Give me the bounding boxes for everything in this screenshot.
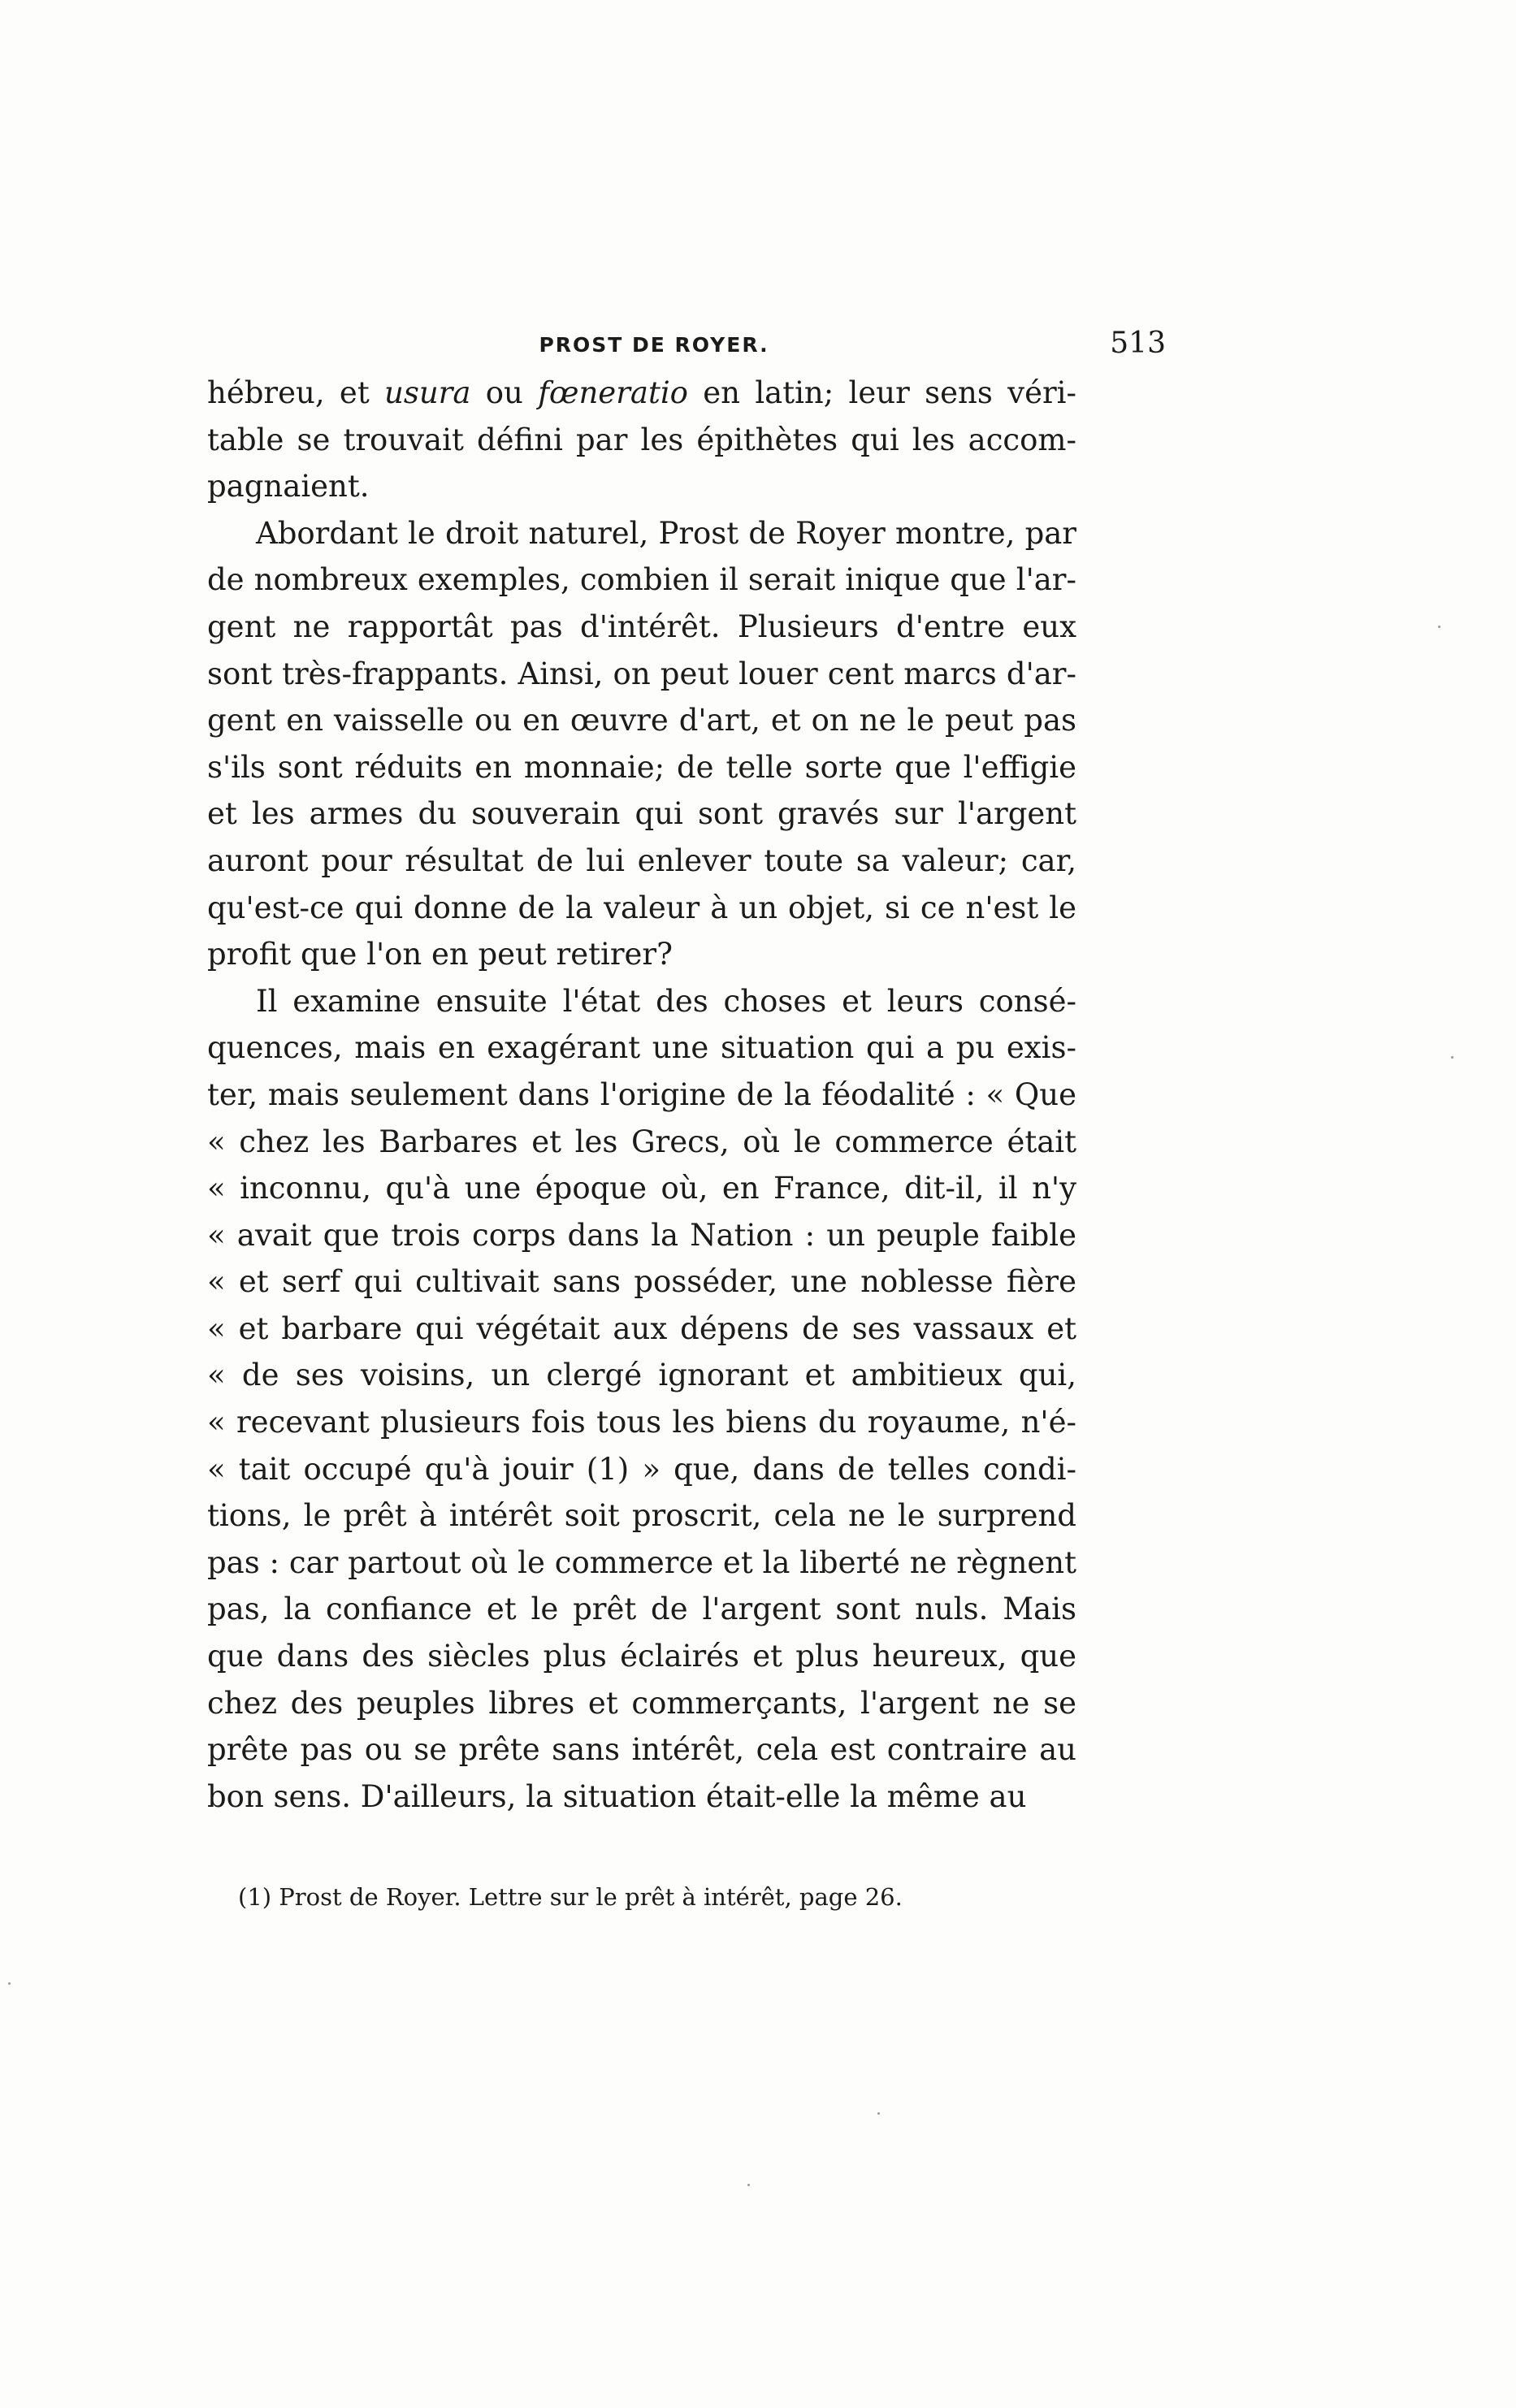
text-run: ou	[470, 375, 539, 410]
text-run: table se trouvait défini par les épithètes qui les accom-	[207, 422, 1076, 457]
text-run: que dans des siècles plus éclairés et plus heureux, que	[207, 1639, 1076, 1674]
text-run: « avait que trois corps dans la Nation : un peuple faible	[207, 1217, 1076, 1253]
text-run: « et serf qui cultivait sans posséder, une noblesse fière	[207, 1264, 1076, 1300]
text-run: de nombreux exemples, combien il serait inique que l'ar-	[207, 562, 1076, 598]
text-line	[207, 1446, 1076, 1493]
text-line	[207, 838, 1076, 885]
text-line	[207, 1306, 1076, 1353]
text-line	[207, 1352, 1076, 1399]
text-run: qu'est-ce qui donne de la valeur à un objet, si ce n'est le	[207, 890, 1076, 925]
text-run: « inconnu, qu'à une époque où, en France, dit-il, il n'y	[207, 1171, 1076, 1206]
text-run: quences, mais en exagérant une situation qui a pu exis-	[207, 1030, 1076, 1066]
page-number: 513	[1110, 327, 1166, 360]
paper-speck	[1438, 626, 1440, 628]
text-run: tions, le prêt à intérêt soit proscrit, cela ne le surprend	[207, 1498, 1076, 1534]
text-line	[207, 370, 1076, 417]
text-run: prête pas ou se prête sans intérêt, cela est contraire au	[207, 1732, 1076, 1768]
text-line	[207, 651, 1076, 698]
text-run: gent en vaisselle ou en œuvre d'art, et on ne le peut pas	[207, 703, 1076, 738]
text-line	[207, 1540, 1076, 1587]
text-line	[207, 790, 1076, 838]
italic-term: fœneratio	[538, 375, 688, 410]
text-line	[207, 1399, 1076, 1446]
paper-speck	[1451, 1056, 1453, 1059]
text-run: « recevant plusieurs fois tous les biens du royaume, n'é-	[207, 1405, 1076, 1440]
text-line	[207, 1212, 1076, 1259]
text-line	[207, 1774, 1076, 1821]
text-run: chez des peuples libres et commerçants, l'argent ne se	[207, 1685, 1076, 1721]
paper-speck	[8, 1982, 11, 1985]
text-line	[207, 1633, 1076, 1680]
text-run: ter, mais seulement dans l'origine de la féodalité : « Que	[207, 1076, 1076, 1112]
paper-speck	[877, 2112, 880, 2115]
text-line	[207, 557, 1076, 604]
text-run: auront pour résultat de lui enlever toute sa valeur; car,	[207, 842, 1076, 878]
text-run: gent ne rapportât pas d'intérêt. Plusieurs d'entre eux	[207, 608, 1076, 644]
text-run: Il examine ensuite l'état des choses et leurs consé-	[256, 983, 1076, 1019]
text-line	[207, 931, 1076, 978]
text-run: « tait occupé qu'à jouir (1) » que, dans de telles condi-	[207, 1451, 1076, 1487]
running-head	[207, 327, 1166, 367]
footnote: (1) Prost de Royer. Lettre sur le prêt à intérêt, page 26.	[238, 1883, 903, 1911]
italic-term: usura	[384, 375, 471, 410]
text-run: « et barbare qui végétait aux dépens de ses vassaux et	[207, 1310, 1076, 1346]
text-line	[207, 697, 1076, 744]
text-line	[207, 1258, 1076, 1306]
text-line	[207, 463, 1076, 510]
text-line	[207, 744, 1076, 791]
text-run: s'ils sont réduits en monnaie; de telle sorte que l'effigie	[207, 749, 1076, 785]
text-run: Abordant le droit naturel, Prost de Royer montre, par	[256, 515, 1076, 551]
text-line	[207, 1072, 1076, 1119]
text-run: pagnaient.	[207, 469, 370, 505]
text-line	[207, 417, 1076, 464]
text-line	[207, 604, 1076, 651]
text-run: profit que l'on en peut retirer?	[207, 937, 673, 972]
running-title: PROST DE ROYER.	[539, 333, 769, 357]
text-run: bon sens. D'ailleurs, la situation était-elle la même au	[207, 1778, 1027, 1814]
body-text	[207, 370, 1076, 1820]
text-line	[207, 1492, 1076, 1540]
text-line	[207, 1165, 1076, 1212]
text-line	[207, 978, 1076, 1025]
text-line	[207, 1586, 1076, 1633]
text-line	[207, 1024, 1076, 1072]
text-line	[207, 1119, 1076, 1166]
text-run: sont très-frappants. Ainsi, on peut louer cent marcs d'ar-	[207, 656, 1076, 691]
text-run: pas, la confiance et le prêt de l'argent sont nuls. Mais	[207, 1592, 1076, 1627]
text-run: « chez les Barbares et les Grecs, où le commerce était	[207, 1124, 1076, 1159]
text-line	[207, 1726, 1076, 1774]
text-run: hébreu, et	[207, 375, 385, 410]
text-line	[207, 1680, 1076, 1727]
text-run: en latin; leur sens véri-	[687, 375, 1076, 410]
text-line	[207, 885, 1076, 932]
text-run: pas : car partout où le commerce et la liberté ne règnent	[207, 1544, 1076, 1580]
text-run: et les armes du souverain qui sont gravés sur l'argent	[207, 796, 1076, 832]
text-run: « de ses voisins, un clergé ignorant et ambitieux qui,	[207, 1358, 1076, 1393]
paper-speck	[747, 2184, 750, 2186]
text-line	[207, 510, 1076, 557]
